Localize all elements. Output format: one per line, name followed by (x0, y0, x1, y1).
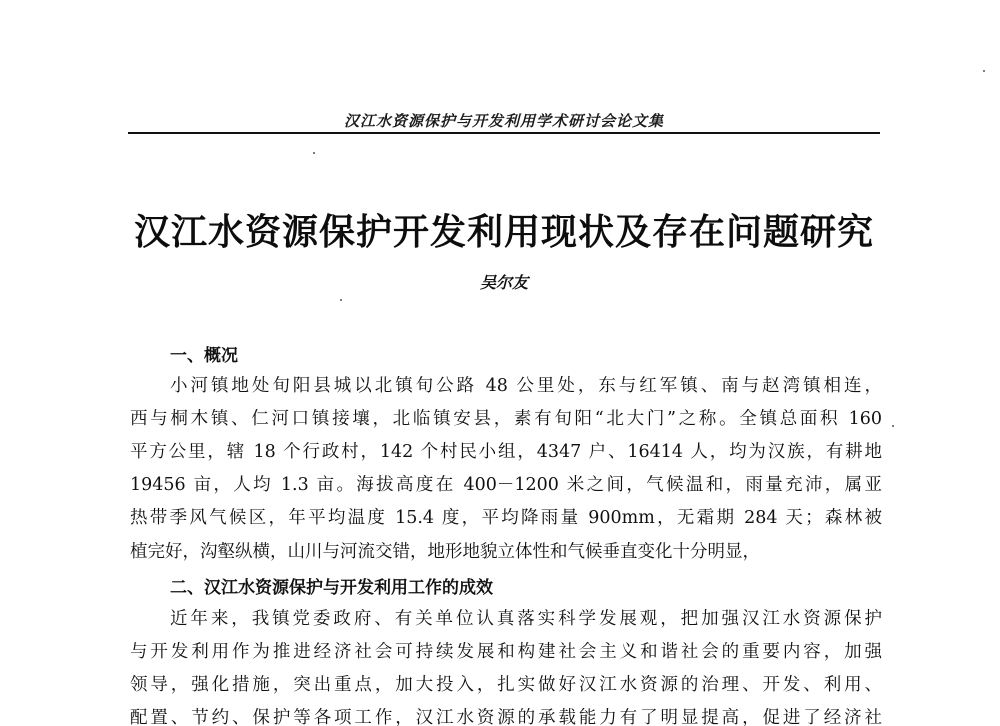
scan-speck (983, 70, 985, 72)
scan-speck (313, 152, 315, 154)
body-text-line: 19456 亩，人均 1.3 亩。海拔高度在 400－1200 米之间，气候温和，雨量充沛，属亚 (130, 475, 882, 495)
section-heading-achievements: 二、汉江水资源保护与开发利用工作的成效 (170, 578, 493, 598)
body-text-line: 与开发利用作为推进经济社会可持续发展和构建社会主义和谐社会的重要内容，加强 (130, 642, 882, 662)
body-text-line: 近年来，我镇党委政府、有关单位认真落实科学发展观，把加强汉江水资源保护 (170, 609, 882, 629)
header-rule (128, 132, 880, 134)
body-text-line: 平方公里，辖 18 个行政村，142 个村民小组，4347 户、16414 人，均为汉族，有耕地 (130, 442, 882, 462)
body-text-line: 西与桐木镇、仁河口镇接壤，北临镇安县，素有旬阳“北大门”之称。全镇总面积 160 (130, 409, 882, 429)
body-text-line: 配置、节约、保护等各项工作，汉江水资源的承载能力有了明显提高，促进了经济社 (130, 708, 882, 726)
scan-speck (892, 425, 894, 427)
body-text-line: 小河镇地处旬阳县城以北镇旬公路 48 公里处，东与红军镇、南与赵湾镇相连， (170, 376, 882, 396)
author-name: 吴尔友 (479, 273, 528, 292)
running-header: 汉江水资源保护与开发利用学术研讨会论文集 (343, 112, 664, 130)
section-heading-overview: 一、概况 (170, 346, 238, 366)
body-text-line: 植完好，沟壑纵横，山川与河流交错，地形地貌立体性和气候垂直变化十分明显， (130, 542, 760, 562)
paper-title: 汉江水资源保护开发利用现状及存在问题研究 (133, 211, 874, 253)
body-text-line: 热带季风气候区，年平均温度 15.4 度，平均降雨量 900mm，无霜期 284 天；森林被 (130, 508, 882, 528)
body-text-line: 领导，强化措施，突出重点，加大投入，扎实做好汉江水资源的治理、开发、利用、 (130, 675, 882, 695)
scan-speck (340, 299, 342, 301)
